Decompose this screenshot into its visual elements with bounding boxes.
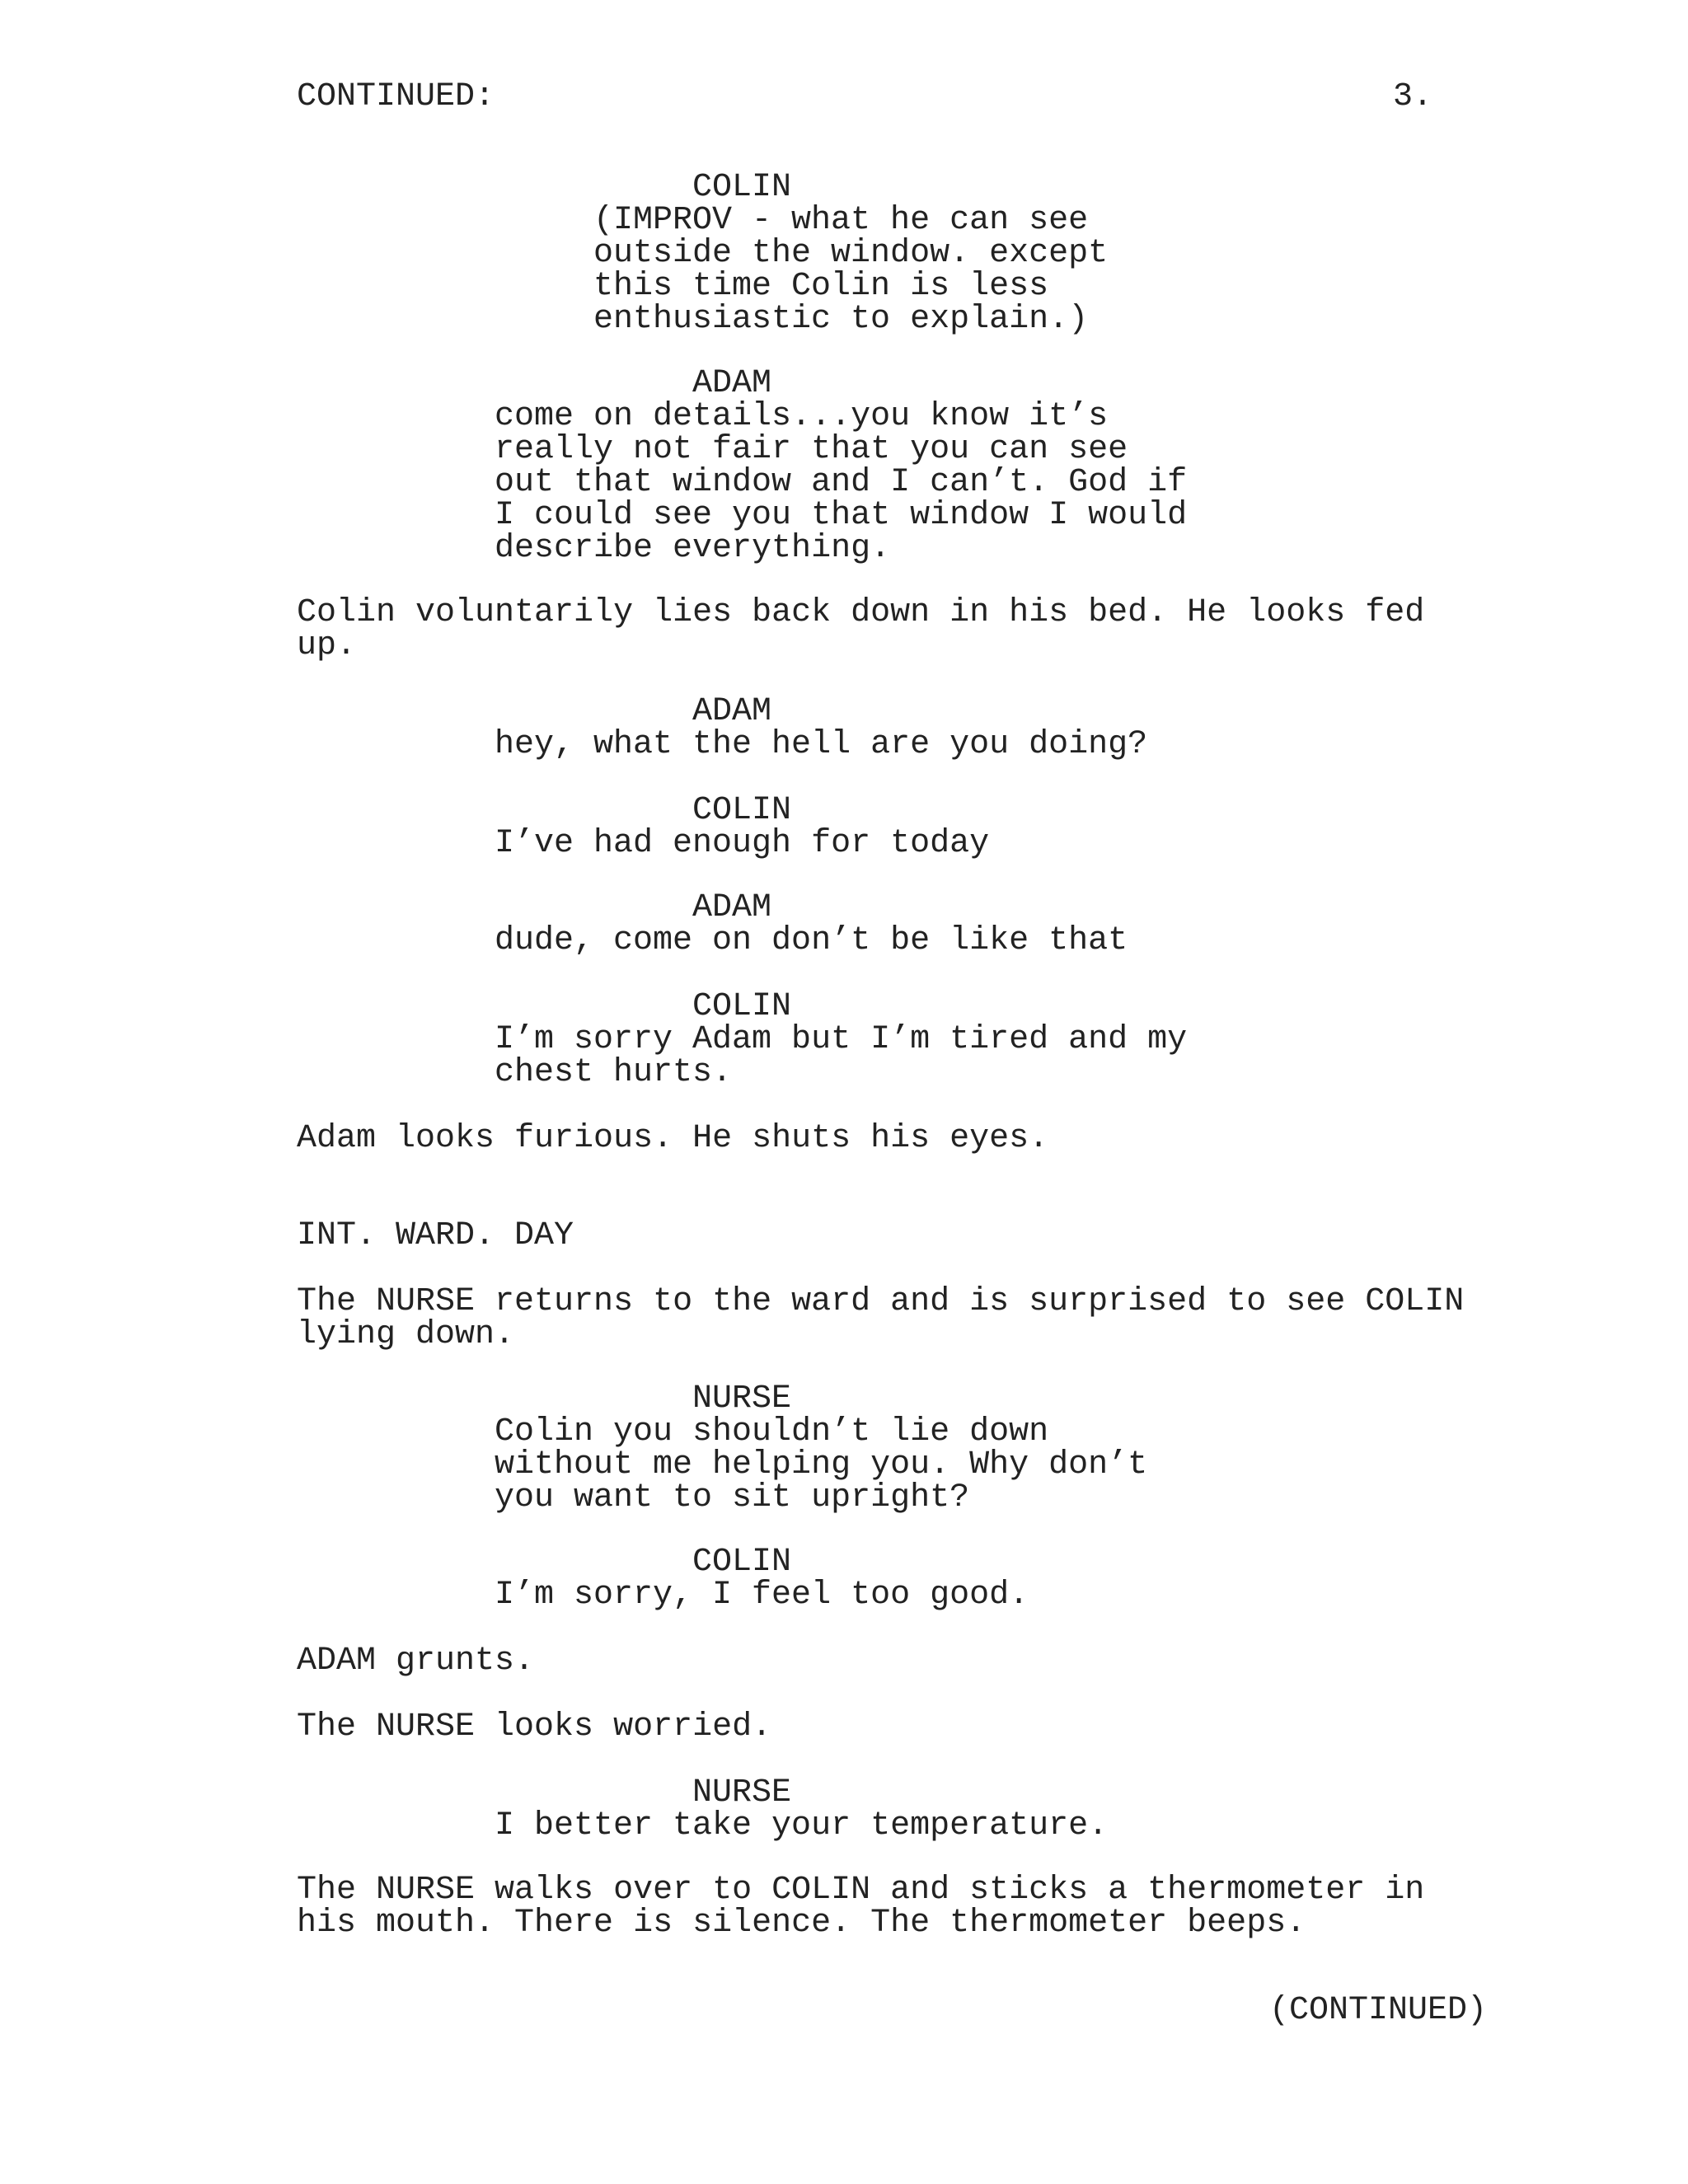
action-line: The NURSE looks worried. xyxy=(297,1708,772,1746)
action-line: The NURSE walks over to COLIN and sticks a thermometer in xyxy=(297,1872,1425,1909)
character-cue: ADAM xyxy=(692,693,772,730)
parenthetical-line: enthusiastic to explain.) xyxy=(593,301,1089,338)
parenthetical-line: outside the window. except xyxy=(593,235,1109,272)
action-line: ADAM grunts. xyxy=(297,1643,535,1680)
action-line: Colin voluntarily lies back down in his bed. He looks fed xyxy=(297,594,1425,631)
character-cue: COLIN xyxy=(692,1544,792,1581)
dialogue-line: chest hurts. xyxy=(495,1054,733,1091)
dialogue-line: I’m sorry, I feel too good. xyxy=(495,1577,1029,1614)
character-cue: COLIN xyxy=(692,169,792,206)
dialogue-line: you want to sit upright? xyxy=(495,1479,970,1516)
character-cue: NURSE xyxy=(692,1380,792,1418)
dialogue-line: I’ve had enough for today xyxy=(495,825,990,862)
character-cue: COLIN xyxy=(692,988,792,1025)
dialogue-line: I could see you that window I would xyxy=(495,497,1188,534)
action-line: The NURSE returns to the ward and is surprised to see COLIN xyxy=(297,1283,1465,1320)
action-line: Adam looks furious. He shuts his eyes. xyxy=(297,1120,1049,1157)
dialogue-line: out that window and I can’t. God if xyxy=(495,464,1188,501)
parenthetical-line: this time Colin is less xyxy=(593,268,1049,305)
character-cue: NURSE xyxy=(692,1774,792,1811)
dialogue-line: dude, come on don’t be like that xyxy=(495,922,1128,959)
footer-continued: (CONTINUED) xyxy=(1269,1992,1488,2029)
scene-heading: INT. WARD. DAY xyxy=(297,1217,574,1254)
action-line: up. xyxy=(297,627,357,664)
dialogue-line: Colin you shouldn’t lie down xyxy=(495,1413,1049,1451)
character-cue: COLIN xyxy=(692,792,792,829)
action-line: lying down. xyxy=(297,1316,515,1353)
character-cue: ADAM xyxy=(692,889,772,926)
page-number: 3. xyxy=(1393,78,1433,115)
parenthetical-line: (IMPROV - what he can see xyxy=(593,202,1089,239)
action-line: his mouth. There is silence. The thermometer beeps. xyxy=(297,1905,1306,1942)
dialogue-line: I’m sorry Adam but I’m tired and my xyxy=(495,1021,1188,1058)
dialogue-line: hey, what the hell are you doing? xyxy=(495,726,1148,763)
header-continued: CONTINUED: xyxy=(297,78,495,115)
dialogue-line: without me helping you. Why don’t xyxy=(495,1446,1148,1483)
dialogue-line: come on details...you know it’s xyxy=(495,398,1109,435)
dialogue-line: really not fair that you can see xyxy=(495,431,1128,468)
dialogue-line: I better take your temperature. xyxy=(495,1807,1109,1844)
character-cue: ADAM xyxy=(692,365,772,402)
dialogue-line: describe everything. xyxy=(495,530,891,567)
